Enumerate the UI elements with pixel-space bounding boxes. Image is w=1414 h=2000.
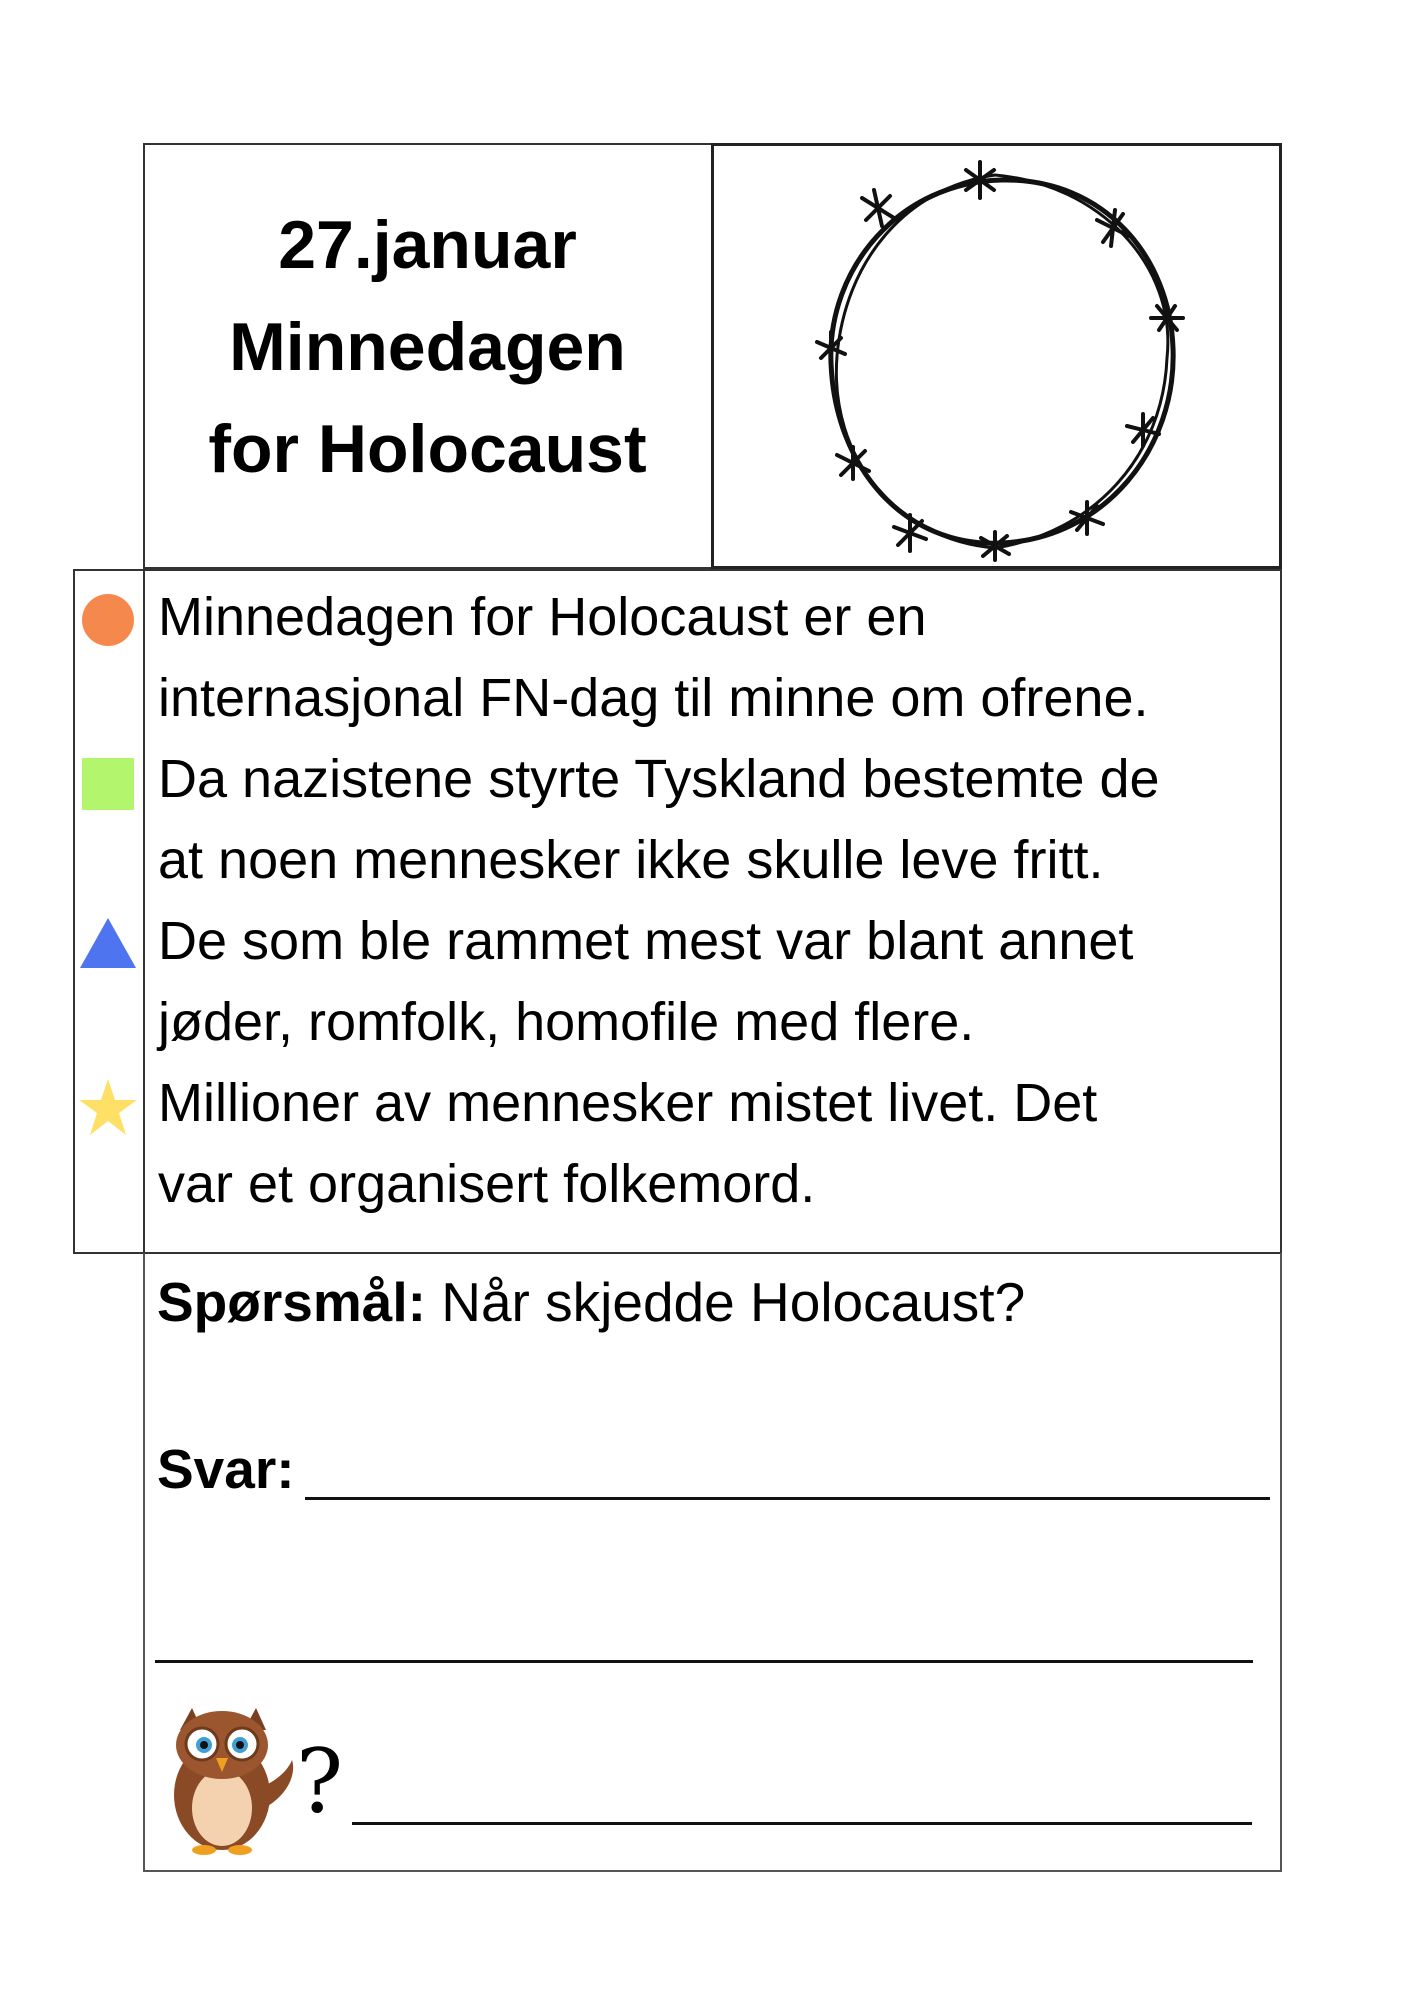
answer-line-2[interactable]: [155, 1660, 1253, 1663]
owl-icon: [160, 1700, 300, 1860]
question-text: Når skjedde Holocaust?: [425, 1271, 1026, 1333]
answer-line-1[interactable]: [305, 1497, 1270, 1500]
body-text-line: jøder, romfolk, homofile med flere.: [158, 992, 975, 1052]
body-text-line: internasjonal FN-dag til minne om ofrene.: [158, 668, 1149, 728]
body-text-line: Millioner av mennesker mistet livet. Det: [158, 1073, 1098, 1133]
page-title-line-3: for Holocaust: [208, 411, 647, 487]
green-square-icon: [82, 758, 134, 810]
body-text-line: var et organisert folkemord.: [158, 1154, 816, 1214]
body-text-line: De som ble rammet mest var blant annet: [158, 911, 1134, 971]
barbed-wire-circle-icon: [805, 158, 1200, 563]
question-mark: ?: [296, 1730, 344, 1833]
page-title-line-2: Minnedagen: [229, 309, 626, 385]
answer-line-3[interactable]: [352, 1822, 1252, 1825]
body-text-line: Da nazistene styrte Tyskland bestemte de: [158, 749, 1160, 809]
answer-label: Svar:: [157, 1438, 295, 1500]
page-title-line-1: 27.januar: [278, 207, 577, 283]
question-label: Spørsmål:: [157, 1271, 426, 1333]
blue-triangle-icon: [78, 918, 138, 970]
body-text-line: Minnedagen for Holocaust er en: [158, 587, 927, 647]
yellow-star-icon: [77, 1077, 139, 1137]
body-text-line: at noen mennesker ikke skulle leve fritt.: [158, 830, 1104, 890]
question-prompt: [157, 1271, 1026, 1333]
orange-circle-icon: [80, 592, 136, 648]
marker-column: [73, 569, 143, 1254]
